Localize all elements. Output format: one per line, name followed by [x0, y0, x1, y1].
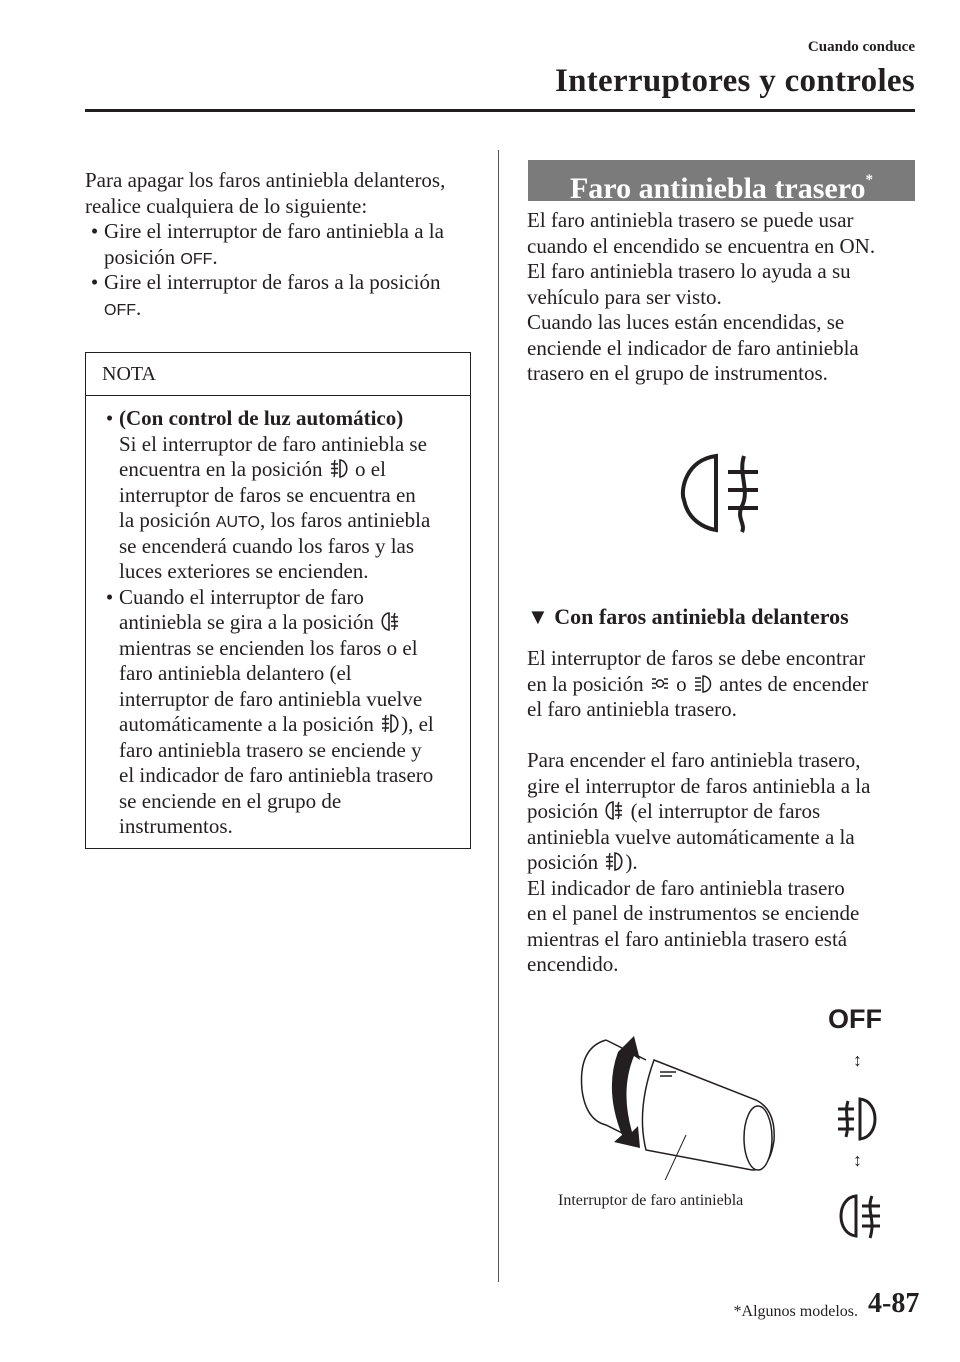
bullet: •: [105, 584, 114, 609]
text-line: [85, 270, 445, 296]
text-line: [85, 194, 445, 220]
triangle-marker-icon: ▼: [527, 604, 549, 629]
text-segment: .: [136, 295, 142, 320]
text-line: [527, 336, 875, 362]
rear-fog-position-icon: [836, 1192, 884, 1240]
text-line: [85, 168, 445, 194]
text-line: [527, 748, 870, 774]
text-segment: (el interruptor de faros: [625, 799, 821, 823]
updown-arrow-icon: ↕: [853, 1150, 862, 1170]
rear-fog-icon: [605, 799, 623, 821]
text-line: [527, 361, 875, 387]
text-line: [527, 723, 870, 749]
figure-caption: Interruptor de faro antiniebla: [558, 1192, 744, 1209]
text-line: [100, 687, 434, 713]
rear-fog-indicator-icon: [676, 450, 772, 536]
text-line: [100, 457, 434, 483]
text-segment: encuentra en la posición: [119, 457, 328, 481]
text-segment: interruptor de faros se encuentra en: [119, 482, 416, 507]
switch-position-label: AUTO: [215, 514, 260, 531]
text-line: [527, 952, 870, 978]
parking-icon: [651, 672, 669, 694]
text-segment: interruptor de faro antiniebla vuelve: [119, 686, 423, 711]
text-segment: Cuando el interruptor de faro: [119, 584, 364, 609]
text-segment: mientras el faro antiniebla trasero está: [527, 926, 848, 951]
text-line: [527, 825, 870, 851]
note-box: [85, 352, 471, 849]
text-segment: gire el interruptor de faros antiniebla a la: [527, 773, 871, 798]
text-segment: o: [670, 671, 692, 696]
text-line: [527, 310, 875, 336]
headlight-icon: [694, 672, 712, 694]
updown-arrow-icon: ↕: [853, 1050, 862, 1070]
text-segment: realice cualquiera de lo siguiente:: [85, 193, 368, 218]
subsection-title: Con faros antiniebla delanteros: [554, 604, 849, 629]
text-line: [527, 646, 870, 672]
column-divider: [498, 150, 499, 1282]
page-number: 4-87: [868, 1288, 920, 1319]
bold-text: (Con control de luz automático): [119, 406, 404, 430]
text-segment: se encenderá cuando los faros y las: [119, 533, 415, 558]
text-segment: cuando el encendido se encuentra en ON.: [527, 233, 876, 258]
text-segment: faro antiniebla trasero se enciende y: [119, 737, 422, 762]
text-segment: el indicador de faro antiniebla trasero: [119, 763, 434, 787]
text-segment: El indicador de faro antiniebla trasero: [527, 875, 845, 900]
text-segment: posición: [527, 850, 604, 874]
off-position-label: OFF: [828, 1004, 882, 1034]
text-line: [100, 789, 434, 815]
note-heading: NOTA: [102, 363, 156, 385]
switch-position-label: OFF: [180, 250, 213, 268]
text-segment: se enciende en el grupo de: [119, 788, 342, 813]
text-line: [527, 774, 870, 800]
text-line: [527, 876, 870, 902]
text-segment: instrumentos.: [119, 814, 233, 838]
text-line: [100, 483, 434, 509]
text-segment: enciende el indicador de faro antiniebla: [527, 335, 859, 360]
text-line: [100, 636, 434, 662]
text-line: [85, 296, 445, 322]
text-line: [100, 406, 434, 432]
text-segment: El faro antiniebla trasero se puede usar: [527, 208, 854, 232]
text-segment: Gire el interruptor de faros a la posición: [104, 270, 441, 294]
switch-position-label: OFF: [104, 301, 136, 319]
rear-fog-icon: [381, 610, 399, 632]
text-line: [85, 245, 445, 271]
text-segment: antes de encender: [713, 671, 869, 696]
text-segment: luces exteriores se encienden.: [119, 559, 369, 583]
text-line: [100, 432, 434, 458]
text-segment: o el: [349, 457, 386, 481]
text-line: [527, 901, 870, 927]
bullet: •: [105, 406, 114, 430]
text-segment: Cuando las luces están encendidas, se: [527, 310, 845, 334]
note-header: [86, 353, 470, 396]
text-line: [527, 672, 870, 698]
text-segment: Si el interruptor de faro antiniebla se: [119, 431, 427, 456]
text-segment: posición: [527, 799, 604, 823]
text-segment: El faro antiniebla trasero lo ayuda a su: [527, 259, 851, 283]
front-fog-position-icon: [836, 1095, 880, 1143]
text-line: [100, 559, 434, 585]
optional-mark: *: [865, 172, 874, 188]
bullet: •: [90, 270, 99, 294]
text-segment: Para apagar los faros antiniebla delanteros,: [85, 168, 446, 192]
text-line: [100, 534, 434, 560]
text-line: [527, 234, 875, 260]
front-fog-icon: [381, 712, 399, 734]
text-segment: antiniebla vuelve automáticamente a la: [527, 824, 855, 849]
subsection-heading: [527, 604, 849, 630]
text-segment: Gire el interruptor de faro antiniebla a la: [104, 219, 444, 243]
text-line: [100, 508, 434, 534]
text-segment: ), el: [401, 712, 434, 736]
text-segment: el faro antiniebla trasero.: [527, 697, 737, 721]
text-segment: mientras se encienden los faros o el: [119, 635, 418, 660]
text-line: [527, 285, 875, 311]
text-segment: la posición: [119, 508, 216, 532]
text-line: [527, 799, 870, 825]
intro-paragraph: [527, 208, 875, 387]
header-rule: [85, 109, 915, 112]
text-line: [100, 738, 434, 764]
text-line: [100, 610, 434, 636]
note-body: [100, 406, 434, 840]
rear-fog-body: [527, 646, 870, 978]
text-line: [100, 763, 434, 789]
text-segment: trasero en el grupo de instrumentos.: [527, 361, 828, 385]
text-line: [527, 927, 870, 953]
footnote: *Algunos modelos.: [733, 1303, 858, 1320]
text-segment: El interruptor de faros se debe encontrar: [527, 646, 866, 670]
text-segment: en el panel de instrumentos se enciende: [527, 901, 860, 925]
text-line: [527, 697, 870, 723]
section-title: Faro antiniebla trasero: [569, 172, 866, 205]
text-segment: vehículo para ser visto.: [527, 284, 722, 309]
text-line: [100, 814, 434, 840]
text-segment: Para encender el faro antiniebla trasero,: [527, 748, 861, 772]
text-line: [85, 219, 445, 245]
section-label: Cuando conduce: [807, 39, 915, 55]
text-segment: encendido.: [527, 952, 619, 976]
text-segment: automáticamente a la posición: [119, 712, 380, 736]
text-line: [527, 208, 875, 234]
front-fog-icon: [605, 850, 623, 872]
front-fog-icon: [330, 457, 348, 479]
text-segment: posición: [104, 244, 181, 269]
text-segment: ).: [625, 850, 638, 874]
text-line: [527, 850, 870, 876]
text-line: [527, 259, 875, 285]
chapter-title: Interruptores y controles: [554, 63, 915, 99]
text-segment: , los faros antiniebla: [259, 508, 431, 532]
text-segment: en la posición: [527, 671, 649, 696]
left-paragraph: [85, 168, 445, 321]
text-line: [100, 712, 434, 738]
text-line: [100, 661, 434, 687]
section-title-bar: [528, 160, 915, 205]
text-segment: antiniebla se gira a la posición: [119, 610, 380, 634]
text-segment: faro antiniebla delantero (el: [119, 661, 352, 685]
fog-switch-illustration: [576, 1030, 786, 1180]
text-line: [100, 585, 434, 611]
text-segment: .: [212, 244, 218, 269]
bullet: •: [90, 219, 99, 243]
